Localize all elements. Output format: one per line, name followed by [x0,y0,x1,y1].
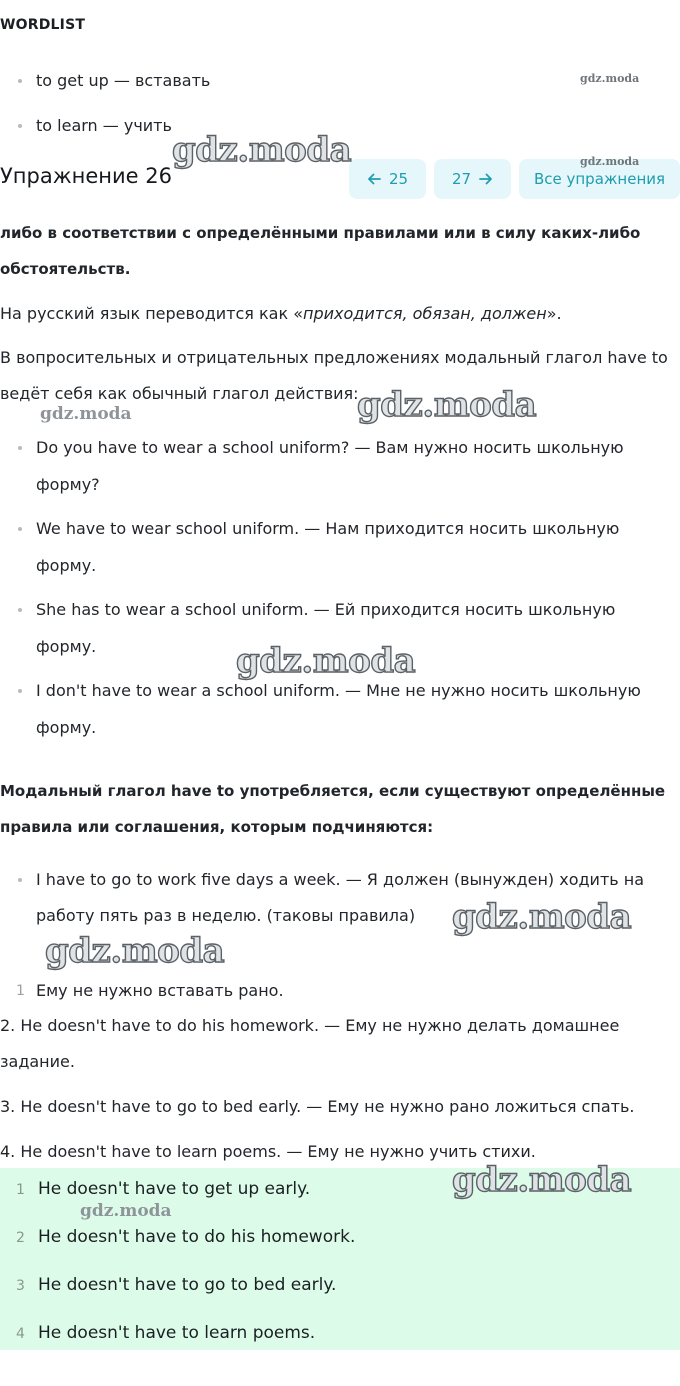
example-item-cont: форму. [36,718,97,737]
translation-item: Ему не нужно вставать рано. [36,981,284,1000]
watermark: gdz.moda [580,72,640,85]
watermark: gdz.moda [40,404,132,424]
theory-p2 [0,296,562,332]
prev-exercise-button[interactable] [349,159,426,199]
theory-p3-line2: ведёт себя как обычный глагол действия: [0,384,359,403]
answer-num: 2 [16,1230,25,1246]
translation-item: 2. He doesn't have to do his homework. — Ему не нужно делать домашнее [0,1016,620,1035]
theory-p4-line2: правила или соглашения, которым подчиняются: [0,818,434,836]
exercise-title: Упражнение 26 [0,164,172,188]
next-exercise-button[interactable] [434,159,511,199]
example-item: She has to wear a school uniform. — Ей приходится носить школьную [36,592,615,628]
example-item-cont: форму? [36,475,100,494]
next-exercise-label: 27 [451,170,472,188]
example-item: Do you have to wear a school uniform? — Вам нужно носить школьную [36,430,624,466]
answer-item: He doesn't have to go to bed early. [38,1275,337,1295]
wordlist-item: to get up — вставать [36,63,210,99]
theory-p1-line2: обстоятельств. [0,260,131,278]
watermark: gdz.moda [452,897,632,937]
translation-item-cont: задание. [0,1052,75,1071]
example-item: I don't have to wear a school uniform. — Мне не нужно носить школьную [36,673,641,709]
theory-p2-italic: приходится, обязан, должен [303,304,547,323]
example-item-cont: работу пять раз в неделю. (таковы правила) [36,906,416,925]
example-item-cont: форму. [36,637,97,656]
answer-item: He doesn't have to learn poems. [38,1323,316,1343]
watermark: gdz.moda [236,641,416,681]
answer-item: He doesn't have to get up early. [38,1179,311,1199]
theory-p1-line1: либо в соответствии с определёнными правилами или в силу каких-либо [0,224,641,242]
arrow-left-icon [367,172,381,186]
translation-num: 1 [16,983,25,999]
example-item-cont: форму. [36,556,97,575]
translation-item: 4. He doesn't have to learn poems. — Ему не нужно учить стихи. [0,1142,536,1161]
wordlist-item: to learn — учить [36,108,172,144]
example-item: We have to wear school uniform. — Нам приходится носить школьную [36,511,619,547]
answer-num: 4 [16,1326,25,1342]
arrow-right-icon [479,172,493,186]
prev-exercise-label: 25 [388,170,409,188]
watermark: gdz.moda [172,130,352,170]
watermark: gdz.moda [452,1160,632,1200]
answer-item: He doesn't have to do his homework. [38,1227,356,1247]
answer-num: 3 [16,1278,25,1294]
theory-p2-prefix: На русский язык переводится как « [0,304,304,323]
answer-num: 1 [16,1182,25,1198]
theory-p2-suffix: ». [546,304,562,323]
watermark: gdz.moda [45,931,225,971]
translation-item: 3. He doesn't have to go to bed early. — Ему не нужно рано ложиться спать. [0,1097,635,1116]
all-exercises-button[interactable]: Все упражнения [519,159,680,199]
wordlist-title: WORDLIST [0,17,86,33]
watermark: gdz.moda [580,155,640,168]
watermark: gdz.moda [80,1201,172,1221]
theory-p4-line1: Модальный глагол have to употребляется, если существуют определённые [0,782,666,800]
theory-p3-line1: В вопросительных и отрицательных предложениях модальный глагол have to [0,348,668,367]
example-item: I have to go to work five days a week. — Я должен (вынужден) ходить на [36,862,644,898]
watermark: gdz.moda [357,385,537,425]
